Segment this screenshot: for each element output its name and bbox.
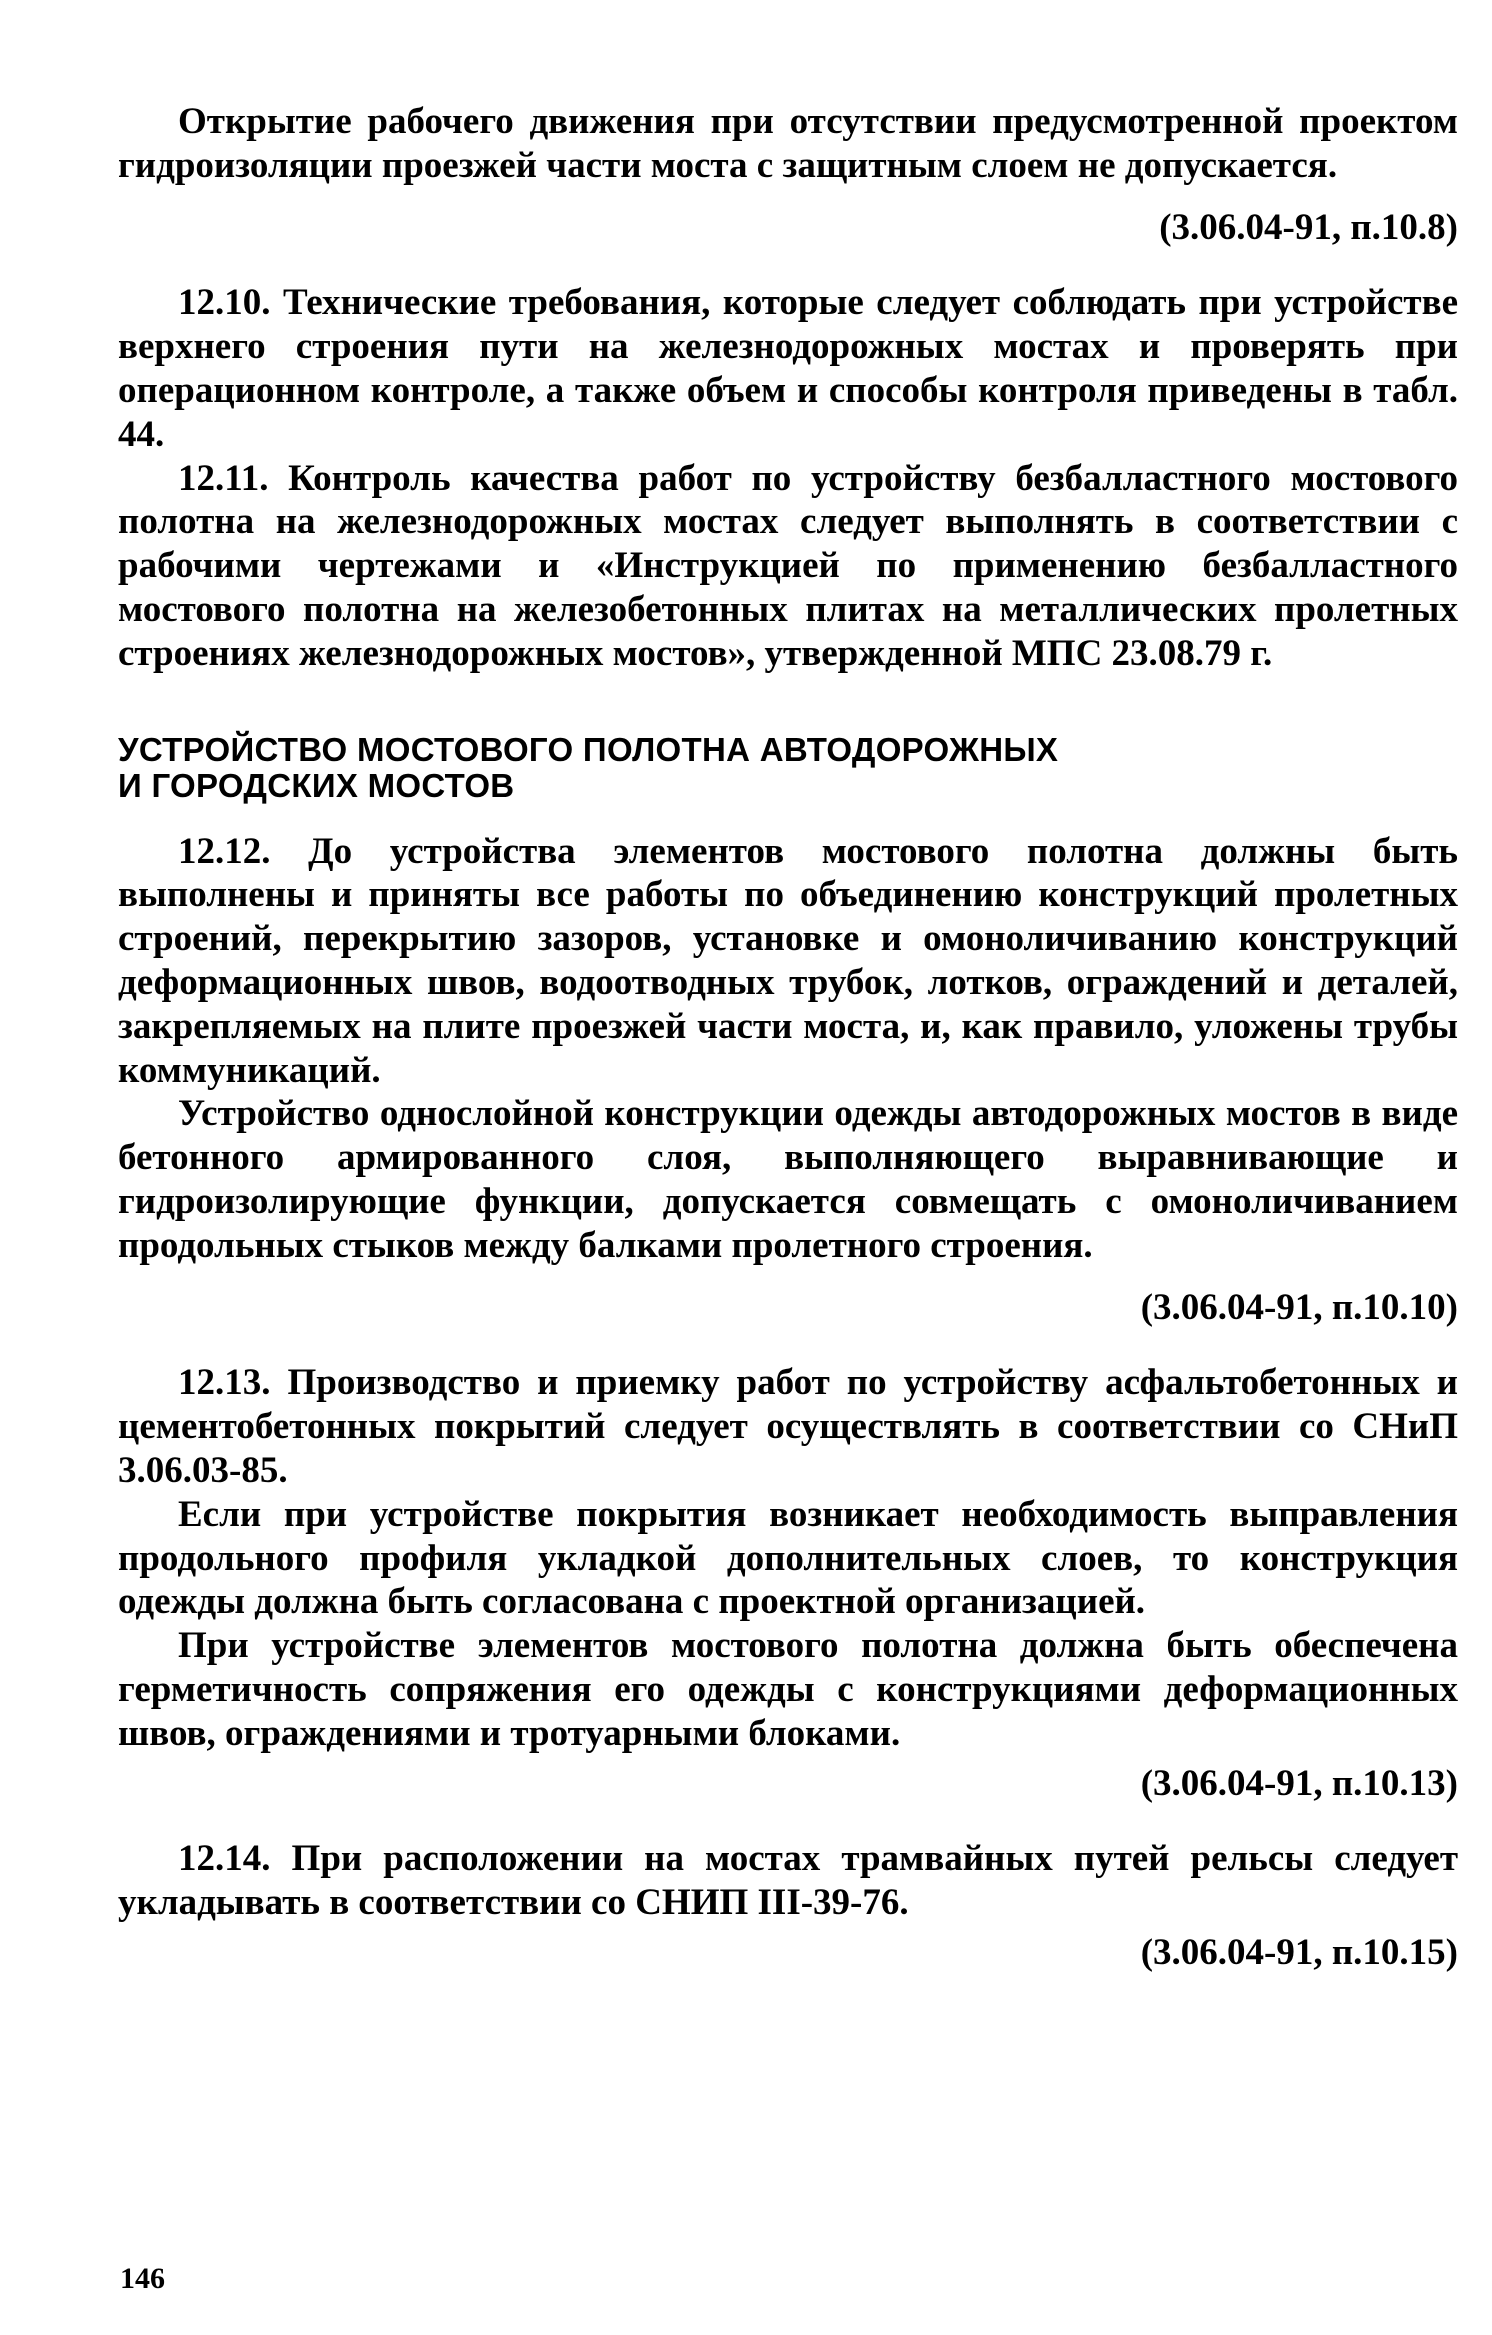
reference-3-06-04-91-p10-15: (3.06.04-91, п.10.15) xyxy=(1140,1931,1458,1973)
paragraph-12-13: 12.13. Производство и приемку работ по устройству асфальтобетонных и цементобетонных покрытий следует осуществлять в соответствии со СНиП 3.06.03-85. xyxy=(118,1362,1458,1491)
paragraph-12-14: 12.14. При расположении на мостах трамвайных путей рельсы следует укладывать в соответствии со СНИП III-39-76. xyxy=(118,1838,1458,1924)
paragraph-12-10: 12.10. Технические требования, которые следует соблюдать при устройстве верхнего строения пути на железнодорожных мостах и проверять при операционном контроле, а также объем и способы контроля приведены в табл. 44. xyxy=(118,282,1458,455)
paragraph-12-12-continued: Устройство однослойной конструкции одежды автодорожных мостов в виде бетонного армированного слоя, выполняющего выравнивающие и гидроизолирующие функции, допускается совмещать с омоноличиванием продольных стыков между балками пролетного строения. xyxy=(118,1093,1458,1266)
reference-3-06-04-91-p10-13: (3.06.04-91, п.10.13) xyxy=(1140,1762,1458,1804)
section-heading xyxy=(118,732,1458,804)
reference-3-06-04-91-p10-10: (3.06.04-91, п.10.10) xyxy=(1140,1286,1458,1328)
page-number: 146 xyxy=(120,2262,165,2295)
section-heading-line-2: И ГОРОДСКИХ МОСТОВ xyxy=(118,766,515,804)
section-heading-line-1: УСТРОЙСТВО МОСТОВОГО ПОЛОТНА АВТОДОРОЖНЫХ xyxy=(118,730,1059,768)
reference-3-06-04-91-p10-8: (3.06.04-91, п.10.8) xyxy=(1159,206,1458,248)
paragraph-12-13-second: Если при устройстве покрытия возникает необходимость выправления продольного профиля укладкой дополнительных слоев, то конструкция одежды должна быть согласована с проектной организацией. xyxy=(118,1493,1458,1623)
document-page xyxy=(118,100,1458,1975)
paragraph-intro: Открытие рабочего движения при отсутствии предусмотренной проектом гидроизоляции проезжей части моста с защитным слоем не допускается. xyxy=(118,101,1458,186)
paragraph-12-13-third: При устройстве элементов мостового полотна должна быть обеспечена герметичность сопряжения его одежды с конструкциями деформационных швов, ограждениями и тротуарными блоками. xyxy=(118,1625,1458,1754)
paragraph-12-12: 12.12. До устройства элементов мостового полотна должны быть выполнены и приняты все работы по объединению конструкций пролетных строений, перекрытию зазоров, установке и омоноличиванию конструкций деформационных швов, водоотводных трубок, лотков, ограждений и деталей, закрепляемых на плите проезжей части моста, и, как правило, уложены трубы коммуникаций. xyxy=(118,830,1458,1091)
paragraph-12-11: 12.11. Контроль качества работ по устройству безбалластного мостового полотна на железнодорожных мостах следует выполнять в соответствии с рабочими чертежами и «Инструкцией по применению безбалластного мостового полотна на железобетонных плитах на металлических пролетных строениях железнодорожных мостов», утвержденной МПС 23.08.79 г. xyxy=(118,457,1458,674)
